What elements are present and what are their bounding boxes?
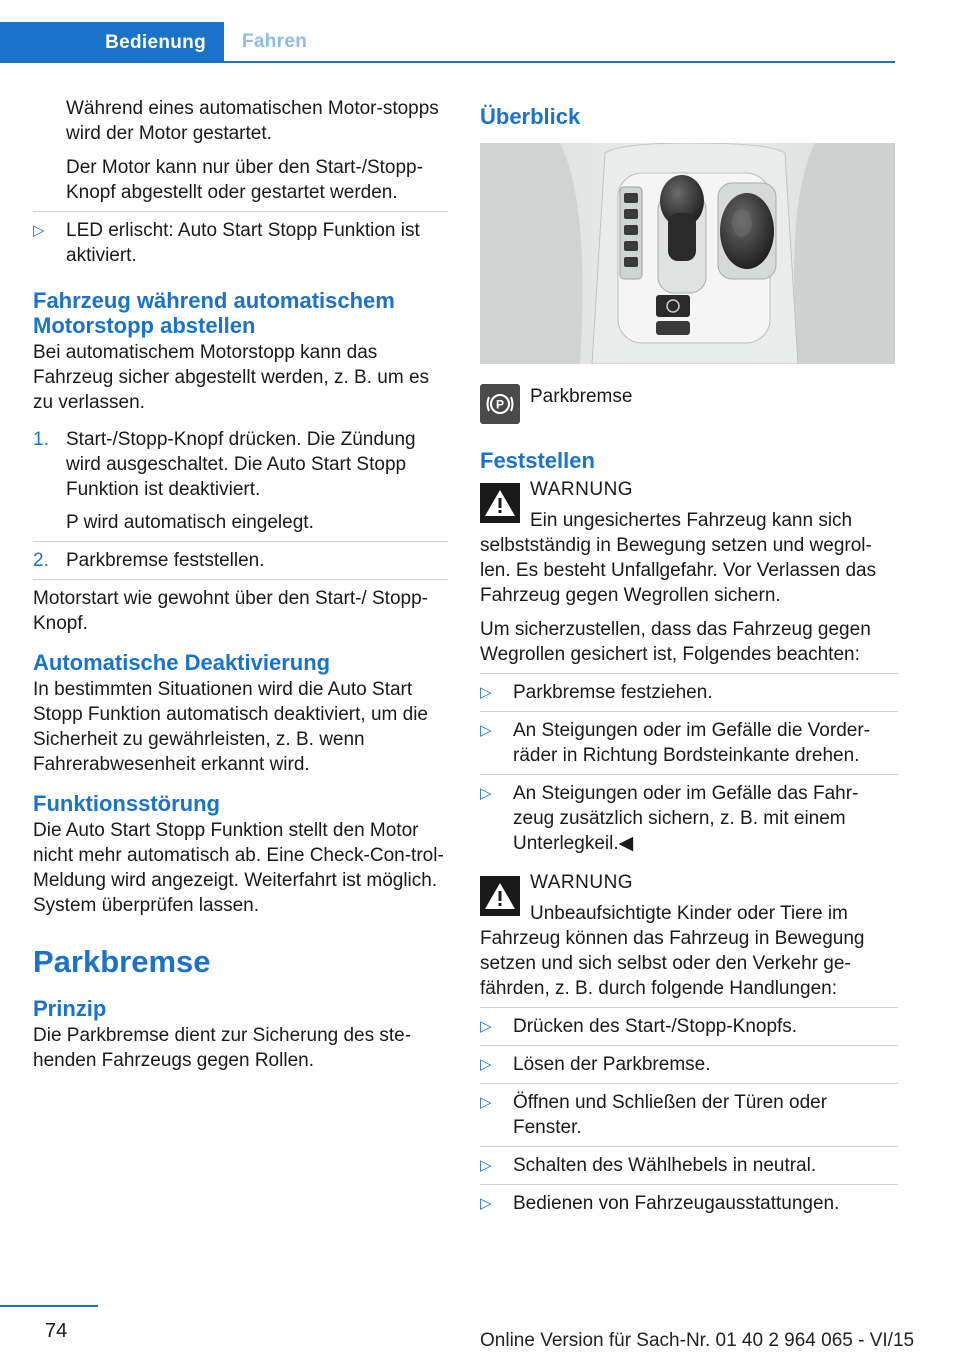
list-item — [480, 1146, 898, 1184]
handlungen-list — [480, 1007, 898, 1222]
triangle-bullet-icon: ▷ — [480, 785, 492, 802]
list-item-text: An Steigungen oder im Gefälle das Fahr-zeug zusätzlich sichern, z. B. mit einem Unterlegkeil.◀ — [513, 783, 859, 854]
paragraph-abstellen: Bei automatischem Motorstopp kann das Fahrzeug sicher abgestellt werden, z. B. um es zu verlassen. — [33, 342, 430, 413]
step-subtext: P wird automatisch eingelegt. — [66, 512, 314, 533]
triangle-bullet-icon: ▷ — [480, 684, 492, 701]
list-item — [480, 1083, 898, 1146]
triangle-bullet-icon: ▷ — [480, 1018, 492, 1035]
heading-abstellen: Fahrzeug während automatischem Motorstopp abstellen — [33, 288, 395, 338]
left-column — [33, 96, 448, 1073]
parkbremse-label: Parkbremse — [530, 386, 633, 407]
list-item — [33, 421, 448, 541]
warning-block-1 — [480, 477, 898, 608]
list-item-text: Bedienen von Fahrzeugausstattungen. — [513, 1193, 840, 1214]
tab-fahren[interactable] — [224, 22, 307, 61]
page-header — [0, 22, 895, 62]
steps-list — [33, 421, 448, 579]
list-item — [480, 711, 898, 774]
paragraph-motorstart: Motorstart wie gewohnt über den Start-/ Stopp-Knopf. — [33, 579, 448, 636]
heading-deaktivierung: Automatische Deaktivierung — [33, 650, 331, 675]
tab-bedienung-label: Bedienung — [105, 31, 206, 53]
warning-text: selbstständig in Bewegung setzen und wegrol-len. Es besteht Unfallgefahr. Vor Verlassen das Fahrzeug gegen Wegrollen sichern. — [480, 535, 877, 606]
list-item-text: Drücken des Start-/Stopp-Knopfs. — [513, 1016, 798, 1037]
paragraph-funktionsstoerung: Die Auto Start Stopp Funktion stellt den Motor nicht mehr automatisch ab. Eine Check-Con-trol-Meldung wird angezeigt. Weiterfahrt ist möglich. System überprüfen lassen. — [33, 820, 444, 916]
list-item-text: Parkbremse festziehen. — [513, 682, 713, 703]
header-rule — [0, 61, 895, 63]
footer-rule — [0, 1305, 98, 1307]
sicherung-list — [480, 673, 898, 862]
parkbremse-icon-row — [480, 384, 898, 430]
warning-block-2 — [480, 870, 898, 1001]
triangle-bullet-icon: ▷ — [480, 1056, 492, 1073]
warning-text-first-line: Unbeaufsichtigte Kinder oder Tiere im — [530, 903, 848, 924]
tab-bedienung[interactable] — [0, 22, 224, 63]
step-number: 1. — [33, 429, 49, 450]
heading-parkbremse: Parkbremse — [33, 944, 211, 979]
list-item — [480, 1008, 898, 1045]
page-number: 74 — [45, 1320, 68, 1342]
heading-feststellen: Feststellen — [480, 448, 595, 473]
list-item — [480, 1184, 898, 1222]
list-item — [480, 674, 898, 711]
warning-text: Fahrzeug können das Fahrzeug in Bewegung setzen und sich selbst oder den Verkehr ge-fährden, z. B. durch folgende Handlungen: — [480, 928, 865, 999]
step-number: 2. — [33, 550, 49, 571]
warning-triangle-icon — [480, 876, 520, 916]
paragraph-sicherstellen: Um sicherzustellen, dass das Fahrzeug gegen Wegrollen gesichert ist, Folgendes beachten: — [480, 619, 871, 665]
list-item — [480, 1045, 898, 1083]
list-item-text: Lösen der Parkbremse. — [513, 1054, 711, 1075]
warning-text-first-line: Ein ungesichertes Fahrzeug kann sich — [530, 510, 853, 531]
step-text: Start-/Stopp-Knopf drücken. Die Zündung wird ausgeschaltet. Die Auto Start Stopp Funktion ist deaktiviert. — [66, 429, 416, 500]
list-item-text: An Steigungen oder im Gefälle die Vorder-räder in Richtung Bordsteinkante drehen. — [513, 720, 870, 766]
triangle-bullet-icon: ▷ — [33, 222, 45, 239]
parking-brake-icon — [480, 384, 520, 424]
heading-funktionsstoerung: Funktionsstörung — [33, 791, 220, 816]
step-text: Parkbremse feststellen. — [66, 550, 265, 571]
list-item — [33, 541, 448, 579]
svg-text:P: P — [495, 397, 505, 412]
heading-prinzip: Prinzip — [33, 996, 107, 1021]
triangle-bullet-icon: ▷ — [480, 1195, 492, 1212]
warning-title: WARNUNG — [530, 872, 634, 893]
paragraph-deaktivierung: In bestimmten Situationen wird die Auto Start Stopp Funktion automatisch deaktiviert, um die Sicherheit zu gewährleisten, z. B. wenn Fahrerabwesenheit erkannt wird. — [33, 679, 428, 775]
tab-fahren-label: Fahren — [242, 30, 308, 52]
triangle-bullet-icon: ▷ — [480, 1157, 492, 1174]
list-item — [480, 774, 898, 862]
center-console-photo — [480, 143, 895, 364]
list-item-text: Öffnen und Schließen der Türen oder Fenster. — [513, 1092, 828, 1138]
intro-paragraph-2: Der Motor kann nur über den Start-/Stopp-Knopf abgestellt oder gestartet werden. — [66, 157, 423, 203]
warning-title: WARNUNG — [530, 479, 634, 500]
list-item-text: LED erlischt: Auto Start Stopp Funktion ist aktiviert. — [66, 220, 420, 266]
triangle-bullet-icon: ▷ — [480, 1094, 492, 1111]
list-item-text: Schalten des Wählhebels in neutral. — [513, 1155, 817, 1176]
online-version-note: Online Version für Sach-Nr. 01 40 2 964 065 - VI/15 — [480, 1330, 915, 1351]
triangle-bullet-icon: ▷ — [480, 722, 492, 739]
heading-ueberblick: Überblick — [480, 104, 581, 129]
right-column — [480, 96, 898, 1222]
led-list — [33, 211, 448, 274]
list-item — [33, 212, 448, 274]
center-console-illustration — [480, 143, 895, 364]
warning-triangle-icon — [480, 483, 520, 523]
intro-paragraph-1: Während eines automatischen Motor-stopps wird der Motor gestartet. — [66, 98, 439, 144]
paragraph-prinzip: Die Parkbremse dient zur Sicherung des ste-henden Fahrzeugs gegen Rollen. — [33, 1025, 412, 1071]
